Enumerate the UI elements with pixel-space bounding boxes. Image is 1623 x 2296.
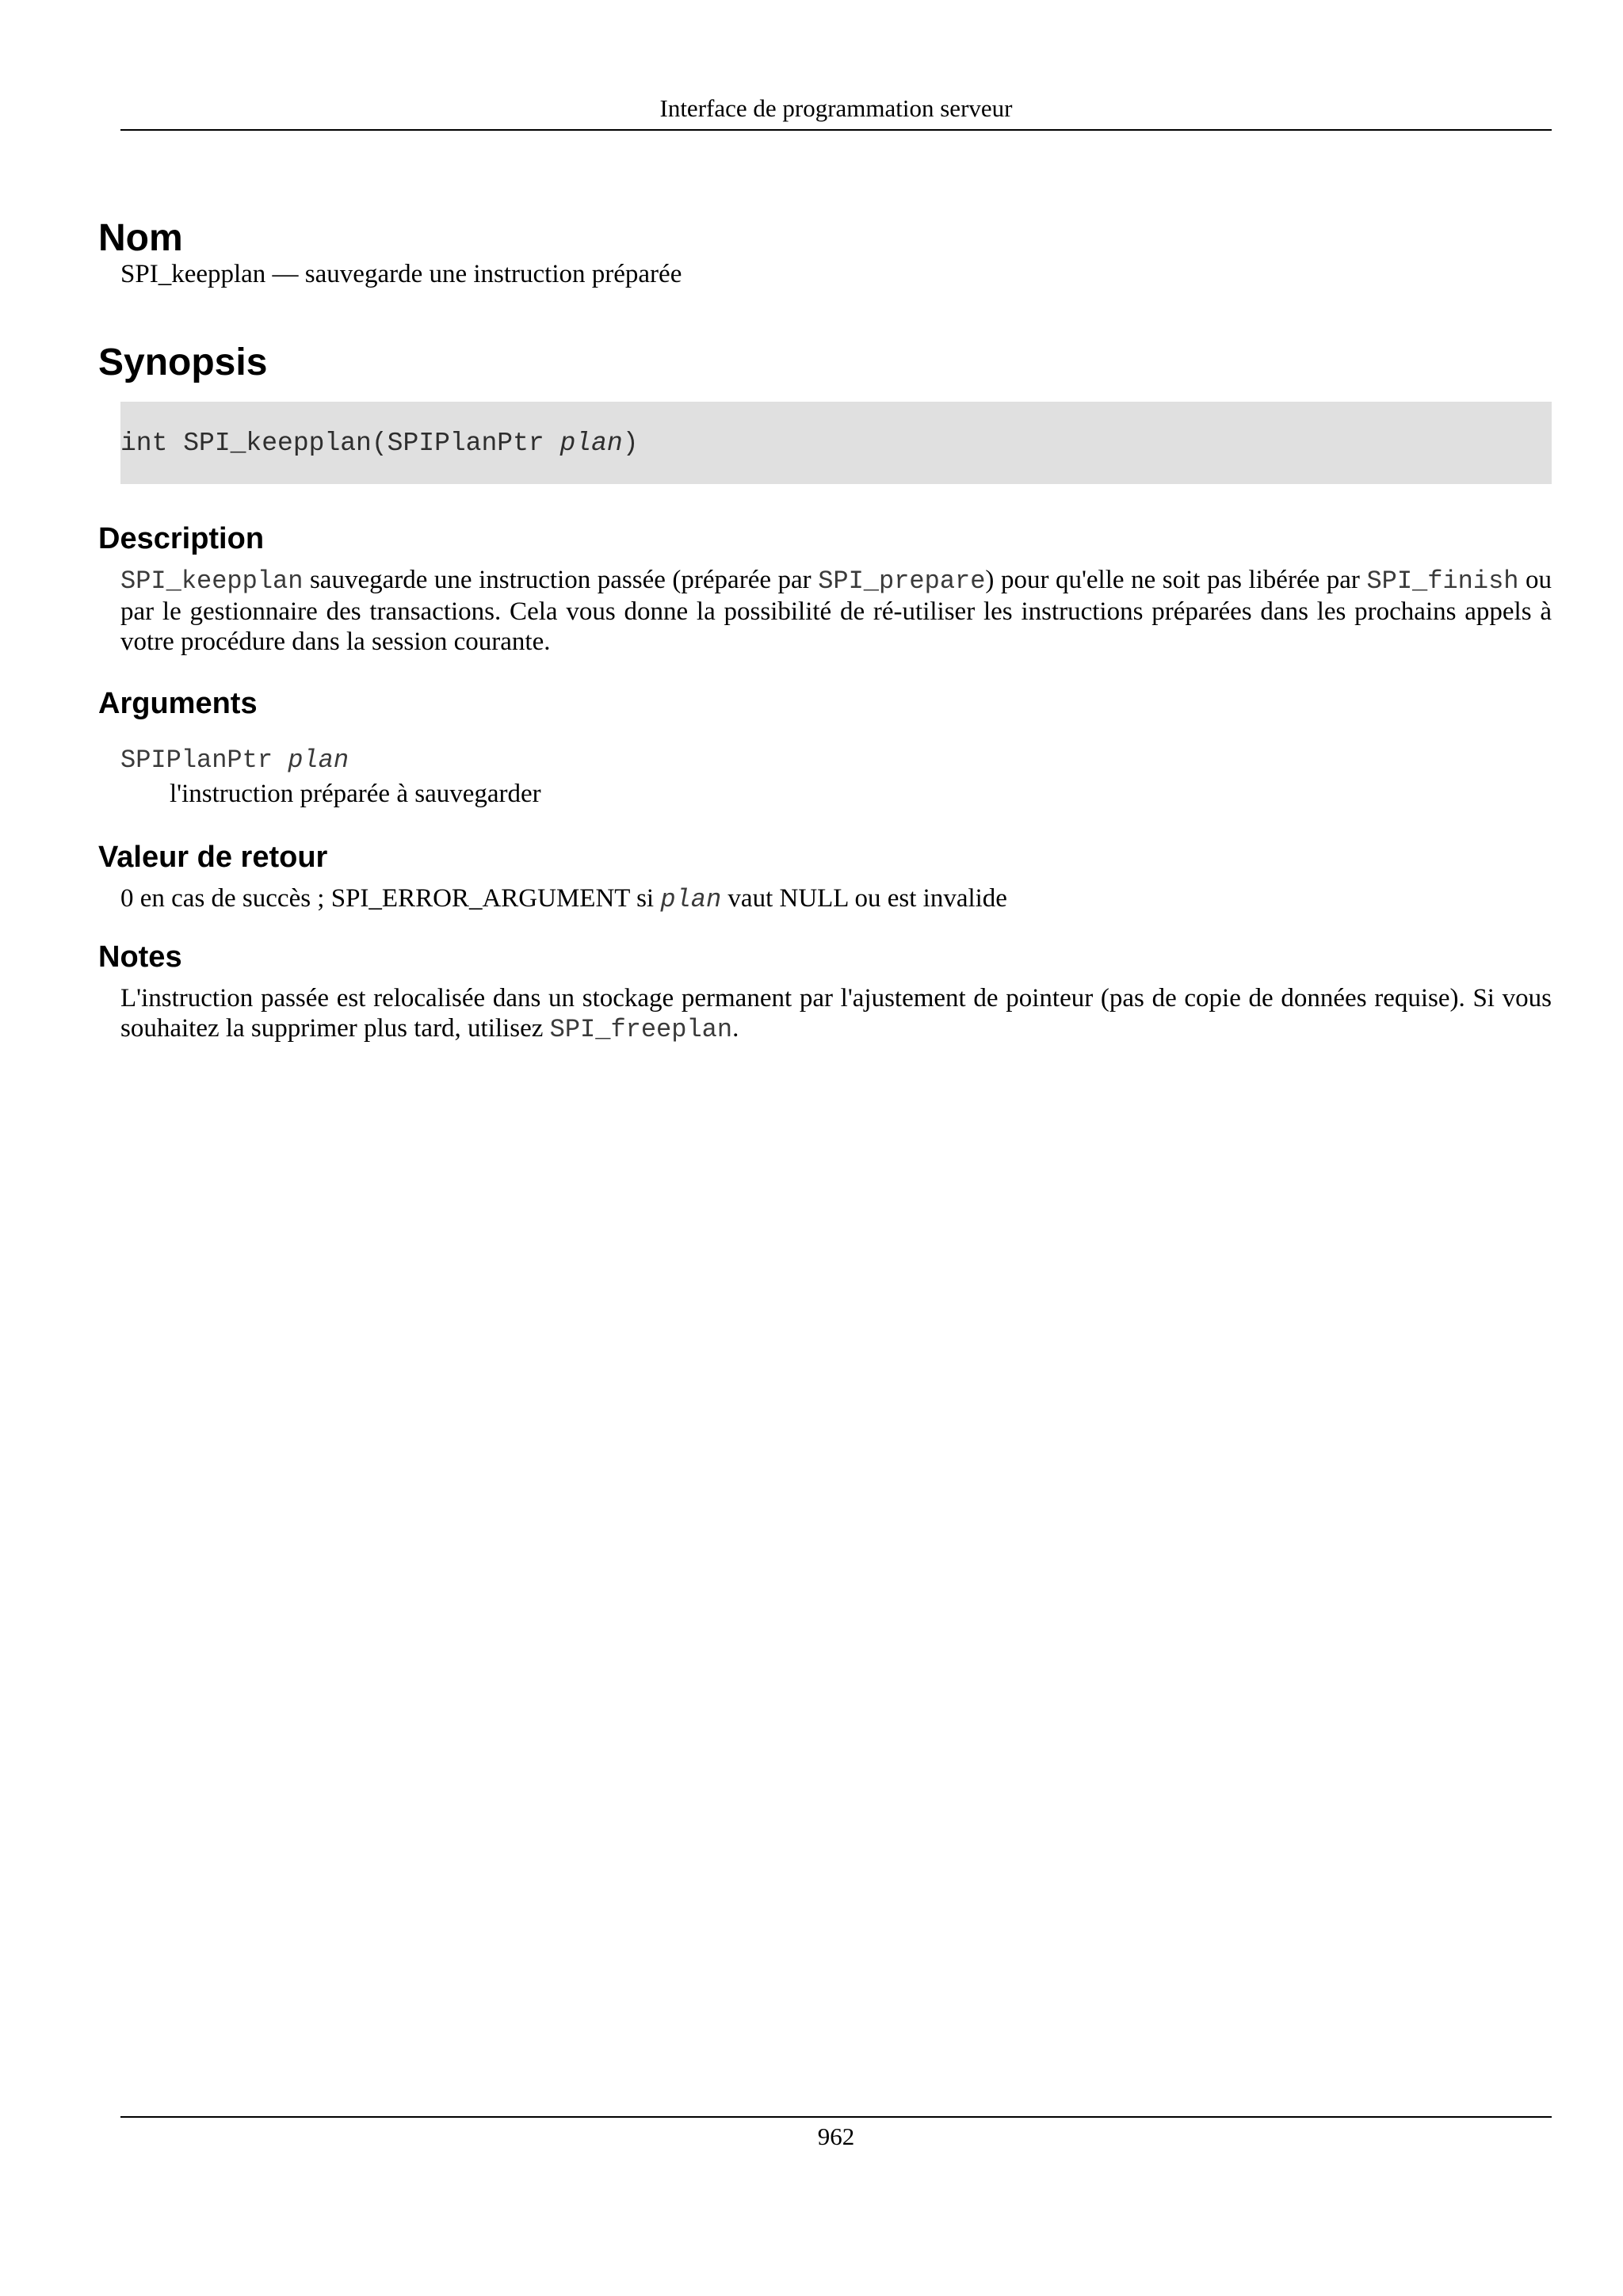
- synopsis-code-param: plan: [559, 428, 623, 458]
- return-value-text: [120, 883, 1552, 915]
- synopsis-code-block: [120, 402, 1552, 484]
- synopsis-code: [120, 429, 639, 458]
- section-heading-valeur-de-retour: Valeur de retour: [98, 841, 328, 874]
- synopsis-code-prefix: int SPI_keepplan(SPIPlanPtr: [120, 428, 560, 458]
- description-code-prepare: SPI_prepare: [818, 566, 986, 596]
- description-text-3: ou par le gestionnaire des transactions. Cela vous donne la possibilité de ré-utiliser les instructions préparées dans les prochains appels à votre procédure dans la session courante.: [120, 566, 1552, 656]
- return-value-text-1: 0 en cas de succès ; SPI_ERROR_ARGUMENT si: [120, 884, 661, 913]
- return-value-code-param: plan: [660, 885, 722, 914]
- notes-text-1: L'instruction passée est relocalisée dans un stockage permanent par l'ajustement de pointeur (pas de copie de données requise). Si vous souhaitez la supprimer plus tard, utilisez: [120, 984, 1552, 1043]
- page-content: [98, 215, 1552, 1045]
- argument-definition: l'instruction préparée à sauvegarder: [170, 780, 541, 808]
- argument-term: [120, 746, 1552, 779]
- section-heading-nom: Nom: [98, 217, 183, 259]
- notes-text-2: .: [732, 1014, 739, 1043]
- nom-text: SPI_keepplan — sauvegarde une instruction préparée: [120, 260, 682, 288]
- description-code-keepplan: SPI_keepplan: [120, 566, 304, 596]
- notes-code-freeplan: SPI_freeplan: [549, 1015, 733, 1044]
- section-heading-notes: Notes: [98, 940, 182, 974]
- argument-param: plan: [288, 746, 349, 775]
- synopsis-code-suffix: ): [622, 428, 639, 458]
- argument-type: SPIPlanPtr: [120, 746, 288, 775]
- description-code-finish: SPI_finish: [1366, 566, 1519, 596]
- notes-paragraph: [120, 983, 1552, 1045]
- description-text-1: sauvegarde une instruction passée (préparée par: [303, 566, 819, 594]
- section-heading-synopsis: Synopsis: [98, 341, 268, 383]
- running-header: Interface de programmation serveur: [120, 93, 1552, 131]
- section-heading-arguments: Arguments: [98, 687, 258, 720]
- section-heading-description: Description: [98, 522, 265, 555]
- description-text-2: ) pour qu'elle ne soit pas libérée par: [985, 566, 1367, 594]
- return-value-text-2: vaut NULL ou est invalide: [721, 884, 1007, 913]
- page-number: 962: [120, 2116, 1552, 2153]
- description-paragraph: [120, 565, 1552, 657]
